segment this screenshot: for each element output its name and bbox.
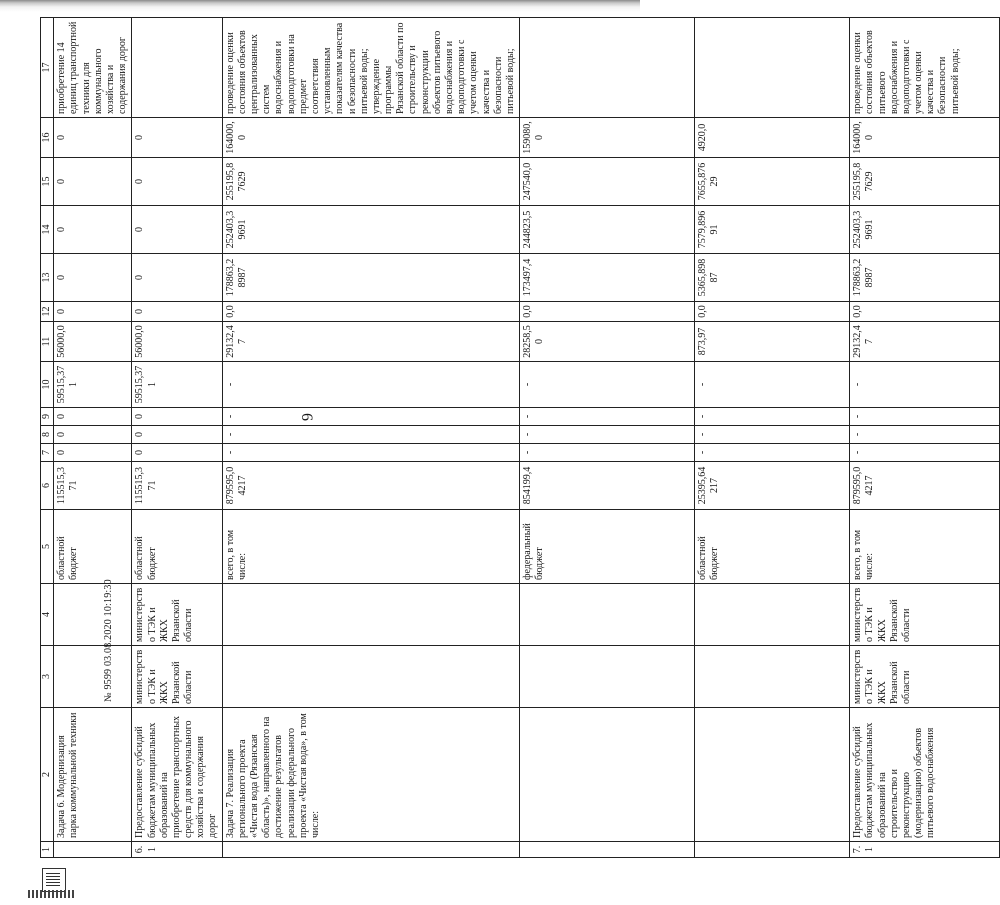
cell-v15: 255195,87629 (850, 158, 1000, 206)
cell-v11: 29132,47 (222, 322, 520, 362)
header-cell: 9 (41, 408, 54, 426)
cell-v12: 0 (132, 302, 222, 322)
table-row (54, 18, 132, 858)
cell-v14: 244823,5 (520, 206, 695, 254)
cell-v9: - (695, 408, 850, 426)
scan-edge (0, 0, 640, 12)
header-cell: 4 (41, 584, 54, 646)
cell-exec (222, 646, 520, 708)
cell-exec (520, 646, 695, 708)
cell-v7: 0 (54, 444, 132, 462)
header-cell: 2 (41, 708, 54, 842)
cell-result: проведение оценки состояния объектов питьевого водоснабжения и водоподготовки с учетом оценки качества и безопасности питьевой воды; (850, 18, 1000, 118)
cell-name (520, 708, 695, 842)
table-frame (40, 18, 961, 858)
cell-recipient (222, 584, 520, 646)
cell-v6: 879595,04217 (850, 462, 1000, 510)
cell-source: всего, в том числе: (222, 510, 520, 584)
header-cell: 3 (41, 646, 54, 708)
cell-v10: - (850, 362, 1000, 408)
header-cell: 15 (41, 158, 54, 206)
cell-v10: 59515,371 (132, 362, 222, 408)
cell-v11: 28258,50 (520, 322, 695, 362)
cell-exec: министерство ТЭК и ЖКХ Рязанской области (132, 646, 222, 708)
cell-recipient (520, 584, 695, 646)
cell-recipient (54, 584, 132, 646)
cell-v16: 164000,0 (222, 118, 520, 158)
cell-v13: 173497,4 (520, 254, 695, 302)
cell-v8: - (850, 426, 1000, 444)
cell-v14: 252403,39691 (850, 206, 1000, 254)
cell-result (132, 18, 222, 118)
rotated-page (40, 18, 961, 858)
cell-v16: 0 (132, 118, 222, 158)
header-cell: 10 (41, 362, 54, 408)
cell-source: федеральный бюджет (520, 510, 695, 584)
cell-v12: 0,0 (222, 302, 520, 322)
registration-footer: № 9599 03.08.2020 10:19:30 (103, 579, 114, 702)
header-cell: 6 (41, 462, 54, 510)
page-number: 6 (298, 413, 315, 421)
cell-v11: 56000,0 (132, 322, 222, 362)
cell-v9: - (520, 408, 695, 426)
cell-v9: - (850, 408, 1000, 426)
cell-v12: 0,0 (850, 302, 1000, 322)
cell-num (695, 842, 850, 858)
cell-v7: - (850, 444, 1000, 462)
cell-v13: 178863,28987 (850, 254, 1000, 302)
cell-v7: - (695, 444, 850, 462)
cell-v10: - (520, 362, 695, 408)
cell-v12: 0 (54, 302, 132, 322)
cell-v13: 178863,28987 (222, 254, 520, 302)
cell-result: приобретение 14 единиц транспортной техники для коммунального хозяйства и содержания дорог (54, 18, 132, 118)
header-cell: 12 (41, 302, 54, 322)
cell-v6: 115515,371 (132, 462, 222, 510)
cell-v16: 0 (54, 118, 132, 158)
program-table (40, 17, 1000, 858)
cell-num (222, 842, 520, 858)
cell-v15: 247540,0 (520, 158, 695, 206)
cell-v10: 59515,371 (54, 362, 132, 408)
cell-v9: 0 (54, 408, 132, 426)
cell-v9: 0 (132, 408, 222, 426)
header-cell: 1 (41, 842, 54, 858)
cell-v7: - (520, 444, 695, 462)
cell-v14: 0 (54, 206, 132, 254)
cell-v11: 29132,47 (850, 322, 1000, 362)
cell-num: 6.1 (132, 842, 222, 858)
header-cell: 17 (41, 18, 54, 118)
cell-num: 7.1 (850, 842, 1000, 858)
cell-result (695, 18, 850, 118)
cell-v15: 0 (54, 158, 132, 206)
cell-num (54, 842, 132, 858)
cell-v6: 25395,64217 (695, 462, 850, 510)
cell-v8: 0 (132, 426, 222, 444)
cell-v7: 0 (132, 444, 222, 462)
cell-v7: - (222, 444, 520, 462)
cell-v16: 164000,0 (850, 118, 1000, 158)
cell-v13: 0 (132, 254, 222, 302)
cell-v12: 0,0 (695, 302, 850, 322)
cell-v12: 0,0 (520, 302, 695, 322)
stamp-icon (42, 868, 66, 892)
barcode-icon (28, 890, 76, 898)
cell-v8: 0 (54, 426, 132, 444)
header-cell: 13 (41, 254, 54, 302)
cell-v15: 7655,87629 (695, 158, 850, 206)
cell-v11: 56000,0 (54, 322, 132, 362)
cell-v8: - (520, 426, 695, 444)
cell-v14: 7579,89691 (695, 206, 850, 254)
cell-v16: 159080,0 (520, 118, 695, 158)
cell-name: Предоставление субсидий бюджетам муниципальных образований на приобретение транспортных средств для коммунального хозяйства и содержания дорог (132, 708, 222, 842)
header-cell: 5 (41, 510, 54, 584)
header-cell: 11 (41, 322, 54, 362)
cell-v11: 873,97 (695, 322, 850, 362)
cell-v9: - (222, 408, 520, 426)
header-cell: 16 (41, 118, 54, 158)
cell-v15: 0 (132, 158, 222, 206)
cell-name: Задача 6. Модернизация парка коммунальной техники (54, 708, 132, 842)
cell-v15: 255195,87629 (222, 158, 520, 206)
table-row (850, 18, 1000, 858)
table-row (520, 18, 695, 858)
cell-v6: 854199,4 (520, 462, 695, 510)
cell-recipient: министерство ТЭК и ЖКХ Рязанской области (850, 584, 1000, 646)
cell-result: проведение оценки состояния объектов централизованных систем водоснабжения и водоподготовки на предмет соответствия установленным показателям качества и безопасности питьевой воды; утверждение программы Рязанской области по строительству и реконструкции объектов питьевого водоснабжения и водоподготовки с учетом оценки качества и безопасности питьевой воды; (222, 18, 520, 118)
table-row (222, 18, 520, 858)
cell-v10: - (222, 362, 520, 408)
table-row (695, 18, 850, 858)
cell-v13: 5365,89887 (695, 254, 850, 302)
cell-v14: 0 (132, 206, 222, 254)
cell-name: Предоставление субсидий бюджетам муниципальных образований на строительство и реконструкцию (модернизацию) объектов питьевого водоснабжения (850, 708, 1000, 842)
cell-result (520, 18, 695, 118)
cell-exec (695, 646, 850, 708)
table-row (132, 18, 222, 858)
cell-v10: - (695, 362, 850, 408)
cell-v13: 0 (54, 254, 132, 302)
cell-v14: 252403,39691 (222, 206, 520, 254)
header-cell: 8 (41, 426, 54, 444)
cell-v6: 115515,371 (54, 462, 132, 510)
cell-source: областной бюджет (54, 510, 132, 584)
cell-v8: - (695, 426, 850, 444)
cell-name (695, 708, 850, 842)
header-row (41, 18, 54, 858)
cell-recipient (695, 584, 850, 646)
cell-exec (54, 646, 132, 708)
cell-source: всего, в том числе: (850, 510, 1000, 584)
header-cell: 7 (41, 444, 54, 462)
cell-source: областной бюджет (132, 510, 222, 584)
cell-v6: 879595,04217 (222, 462, 520, 510)
cell-v8: - (222, 426, 520, 444)
header-cell: 14 (41, 206, 54, 254)
cell-exec: министерство ТЭК и ЖКХ Рязанской области (850, 646, 1000, 708)
cell-name: Задача 7. Реализация регионального проекта «Чистая вода (Рязанская область)», направленного на достижение результатов реализации федерального проекта «Чистая вода», в том числе: (222, 708, 520, 842)
cell-num (520, 842, 695, 858)
cell-source: областной бюджет (695, 510, 850, 584)
cell-recipient: министерство ТЭК и ЖКХ Рязанской области (132, 584, 222, 646)
cell-v16: 4920,0 (695, 118, 850, 158)
